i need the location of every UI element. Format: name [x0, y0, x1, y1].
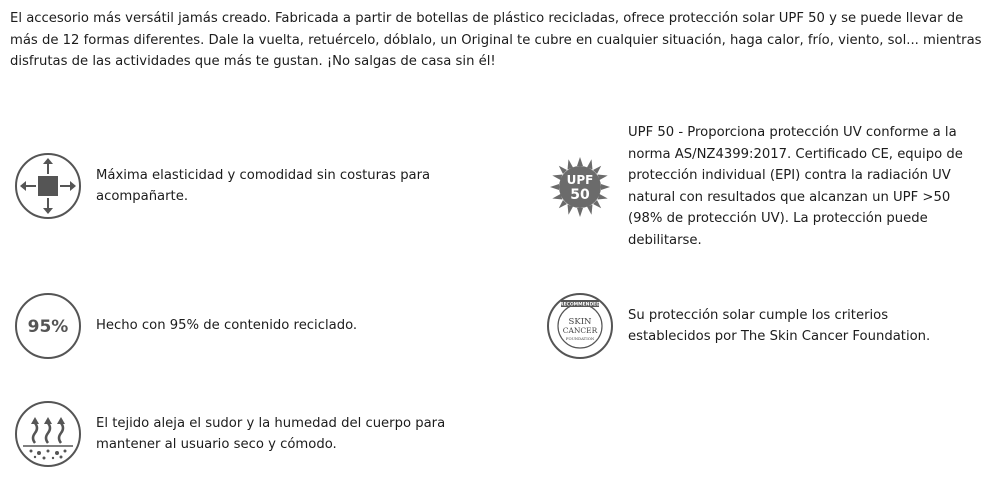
feature-upf-50-text: UPF 50 - Proporciona protección UV conforme a la norma AS/NZ4399:2017. Certificado CE, equipo de protección individual (EPI) contra la radiación UV natural con resultados que alcanzan un UPF >50 (98% de protección UV). La protección puede debilitarse. — [628, 125, 963, 248]
svg-text:FOUNDATION: FOUNDATION — [565, 336, 595, 341]
svg-text:50: 50 — [570, 186, 590, 203]
feature-recycled-text: Hecho con 95% de contenido reciclado. — [96, 318, 358, 334]
feature-skin-cancer-foundation-text: Su protección solar cumple los criterios establecidos por The Skin Cancer Foundation. — [628, 307, 931, 344]
recycled-95-icon — [12, 290, 84, 362]
skin-cancer-foundation-icon — [544, 290, 616, 362]
feature-moisture-wicking — [12, 398, 456, 470]
svg-text:CANCER: CANCER — [562, 326, 598, 335]
feature-elasticity — [12, 150, 456, 222]
feature-moisture-wicking-text: El tejido aleja el sudor y la humedad del cuerpo para mantener al usuario seco y cómodo. — [96, 415, 446, 452]
moisture-wicking-icon — [12, 398, 84, 470]
feature-upf-50 — [544, 122, 968, 251]
feature-elasticity-text: Máxima elasticidad y comodidad sin costuras para acompañarte. — [96, 167, 431, 204]
product-description: El accesorio más versátil jamás creado. Fabricada a partir de botellas de plástico recicladas, ofrece protección solar UPF 50 y se puede llevar de más de 12 formas diferentes. Dale la vuelta, retuércelo, dóblalo, un Original te cubre en cualquier situación, haga calor, frío, viento, sol... mientras disfrutas de las actividades que más te gustan. ¡No salgas de casa sin él! — [10, 11, 982, 69]
feature-recycled — [12, 290, 456, 362]
svg-text:UPF: UPF — [566, 172, 594, 187]
upf-50-icon — [544, 151, 616, 223]
stretch-arrows-icon — [12, 150, 84, 222]
svg-text:95%: 95% — [27, 317, 69, 337]
svg-text:RECOMMENDED: RECOMMENDED — [559, 302, 601, 308]
feature-skin-cancer-foundation — [544, 290, 973, 362]
svg-text:SKIN: SKIN — [568, 317, 592, 327]
